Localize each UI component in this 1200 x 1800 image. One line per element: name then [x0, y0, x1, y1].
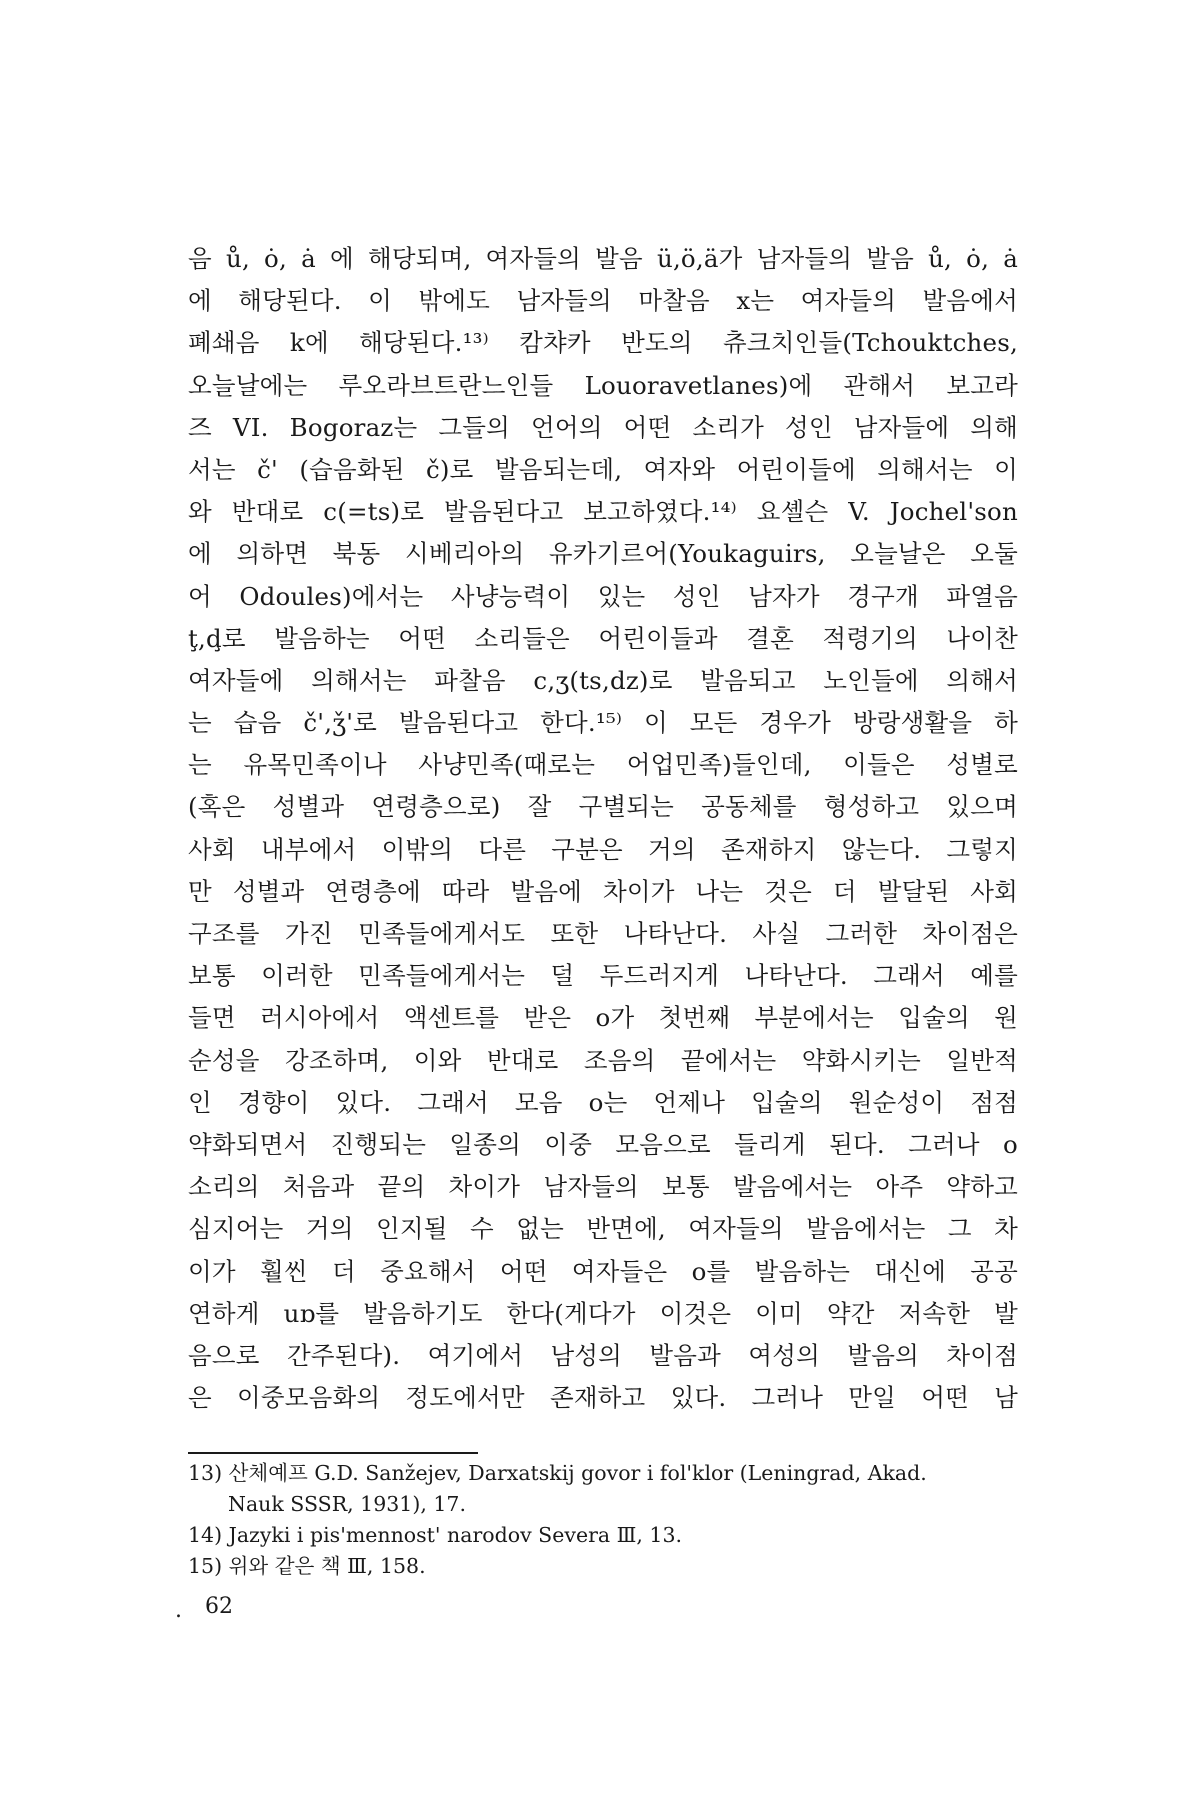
body-line: 서는 č' (습음화된 č)로 발음되는데, 여자와 어린이들에 의해서는 이	[188, 454, 1018, 484]
body-line: 만 성별과 연령층에 따라 발음에 차이가 나는 것은 더 발달된 사회	[188, 876, 1018, 906]
body-text	[188, 238, 1018, 1419]
footnote-13: 13) 산체예프 G.D. Sanžejev, Darxatskij govor i fol'klor (Leningrad, Akad.	[188, 1461, 927, 1485]
body-line: 인 경향이 있다. 그래서 모음 o는 언제나 입술의 원순성이 점점	[188, 1087, 1018, 1117]
page-number: 62	[205, 1594, 233, 1619]
body-line: 보통 이러한 민족들에게서는 덜 두드러지게 나타난다. 그래서 예를	[188, 961, 1018, 991]
footnotes	[188, 1458, 1028, 1582]
body-line: 에 해당된다. 이 밖에도 남자들의 마찰음 x는 여자들의 발음에서	[188, 286, 1018, 316]
body-line: 이가 훨씬 더 중요해서 어떤 여자들은 o를 발음하는 대신에 공공	[188, 1256, 1018, 1286]
body-line: 은 이중모음화의 정도에서만 존재하고 있다. 그러나 만일 어떤 남	[188, 1383, 1018, 1413]
body-line: (혹은 성별과 연령층으로) 잘 구별되는 공동체를 형성하고 있으며	[188, 792, 1018, 822]
body-line: 사회 내부에서 이밖의 다른 구분은 거의 존재하지 않는다. 그렇지	[188, 834, 1018, 864]
body-line: 는 습음 č',ǯ'로 발음된다고 한다.¹⁵⁾ 이 모든 경우가 방랑생활을 하	[188, 708, 1018, 738]
body-line: 음 ů, ȯ, ȧ 에 해당되며, 여자들의 발음 ü,ö,ä가 남자들의 발음 ů, ȯ, ȧ	[188, 244, 1018, 273]
body-line: 폐쇄음 k에 해당된다.¹³⁾ 캄챠카 반도의 츄크치인들(Tchouktches,	[188, 328, 1018, 358]
body-line: 약화되면서 진행되는 일종의 이중 모음으로 들리게 된다. 그러나 o	[188, 1129, 1018, 1159]
body-line: 구조를 가진 민족들에게서도 또한 나타난다. 사실 그러한 차이점은	[188, 919, 1018, 948]
body-line: 순성을 강조하며, 이와 반대로 조음의 끝에서는 약화시키는 일반적	[188, 1045, 1018, 1075]
body-line: 음으로 간주된다). 여기에서 남성의 발음과 여성의 발음의 차이점	[188, 1340, 1018, 1370]
body-line: 연하게 uɒ를 발음하기도 한다(게다가 이것은 이미 약간 저속한 발	[188, 1298, 1018, 1328]
body-line: 오늘날에는 루오라브트란느인들 Louoravetlanes)에 관해서 보고라	[188, 370, 1018, 400]
body-line: 어 Odoules)에서는 사냥능력이 있는 성인 남자가 경구개 파열음	[188, 581, 1018, 611]
body-line: 들면 러시아에서 액센트를 받은 o가 첫번째 부분에서는 입술의 원	[188, 1003, 1018, 1033]
body-line: 소리의 처음과 끝의 차이가 남자들의 보통 발음에서는 아주 약하고	[188, 1172, 1018, 1202]
body-line: 심지어는 거의 인지될 수 없는 반면에, 여자들의 발음에서는 그 차	[188, 1214, 1018, 1244]
footnote-divider	[188, 1452, 478, 1454]
margin-dot: .	[175, 1598, 182, 1623]
body-line: 즈 VI. Bogoraz는 그들의 언어의 어떤 소리가 성인 남자들에 의해	[188, 412, 1018, 442]
body-line: 에 의하면 북동 시베리아의 유카기르어(Youkaguirs, 오늘날은 오둘	[188, 539, 1018, 569]
footnote-14: 14) Jazyki i pis'mennost' narodov Severa Ⅲ, 13.	[188, 1523, 683, 1547]
body-line: 는 유목민족이나 사냥민족(때로는 어업민족)들인데, 이들은 성별로	[188, 750, 1018, 780]
footnote-15: 15) 위와 같은 책 Ⅲ, 158.	[188, 1554, 426, 1578]
footnote-13-continued: Nauk SSSR, 1931), 17.	[228, 1492, 466, 1516]
body-line: 여자들에 의해서는 파찰음 c,ʒ(ts,dz)로 발음되고 노인들에 의해서	[188, 665, 1018, 695]
body-line: ţ,ḑ로 발음하는 어떤 소리들은 어린이들과 결혼 적령기의 나이찬	[188, 623, 1018, 653]
body-line: 와 반대로 c(=ts)로 발음된다고 보고하였다.¹⁴⁾ 요셸슨 V. Jochel'son	[188, 497, 1018, 527]
